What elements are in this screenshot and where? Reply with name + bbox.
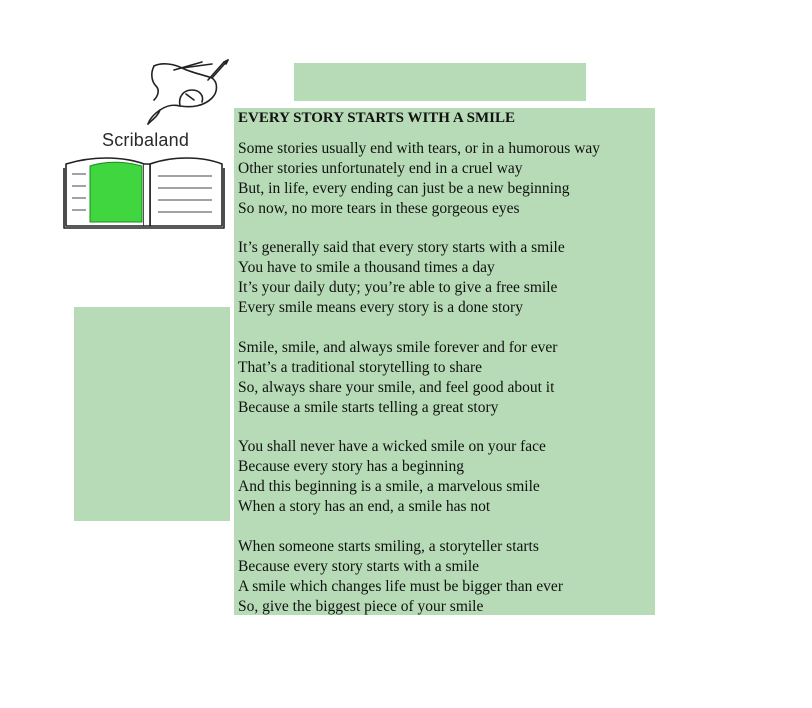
poem-line: You have to smile a thousand times a day — [238, 259, 495, 276]
poem-line: And this beginning is a smile, a marvelous smile — [238, 478, 540, 495]
poem-line: Because a smile starts telling a great story — [238, 399, 499, 416]
poem-line: Because every story has a beginning — [238, 458, 464, 475]
logo-text: Scribaland — [102, 130, 190, 150]
header-panel — [294, 63, 586, 101]
poem-line: But, in life, every ending can just be a new beginning — [238, 180, 570, 197]
poem-line: You shall never have a wicked smile on your face — [238, 438, 546, 455]
poem-line: That’s a traditional storytelling to share — [238, 359, 483, 376]
poem-line: So, give the biggest piece of your smile — [238, 598, 484, 615]
stanza-4 — [238, 437, 546, 517]
stanza-1 — [238, 139, 600, 219]
poem-title: EVERY STORY STARTS WITH A SMILE — [238, 110, 515, 126]
stanza-2 — [238, 238, 565, 318]
poem-line: Other stories unfortunately end in a cruel way — [238, 160, 523, 177]
stanza-3 — [238, 338, 557, 418]
poem-line: Because every story starts with a smile — [238, 558, 480, 575]
poem-line: Smile, smile, and always smile forever and for ever — [238, 339, 558, 356]
poem-line: So now, no more tears in these gorgeous eyes — [238, 200, 520, 217]
poem-line: It’s generally said that every story starts with a smile — [238, 239, 565, 256]
poem-line: So, always share your smile, and feel good about it — [238, 379, 555, 396]
poem-line: When someone starts smiling, a storyteller starts — [238, 538, 539, 555]
poem-line: When a story has an end, a smile has not — [238, 498, 491, 515]
poem-line: A smile which changes life must be bigger than ever — [238, 578, 563, 595]
poem-line: Every smile means every story is a done story — [238, 299, 523, 316]
poem-line: Some stories usually end with tears, or in a humorous way — [238, 140, 601, 157]
poem-line: It’s your daily duty; you’re able to give a free smile — [238, 279, 558, 296]
side-panel — [74, 307, 230, 521]
stanza-5 — [238, 537, 563, 617]
